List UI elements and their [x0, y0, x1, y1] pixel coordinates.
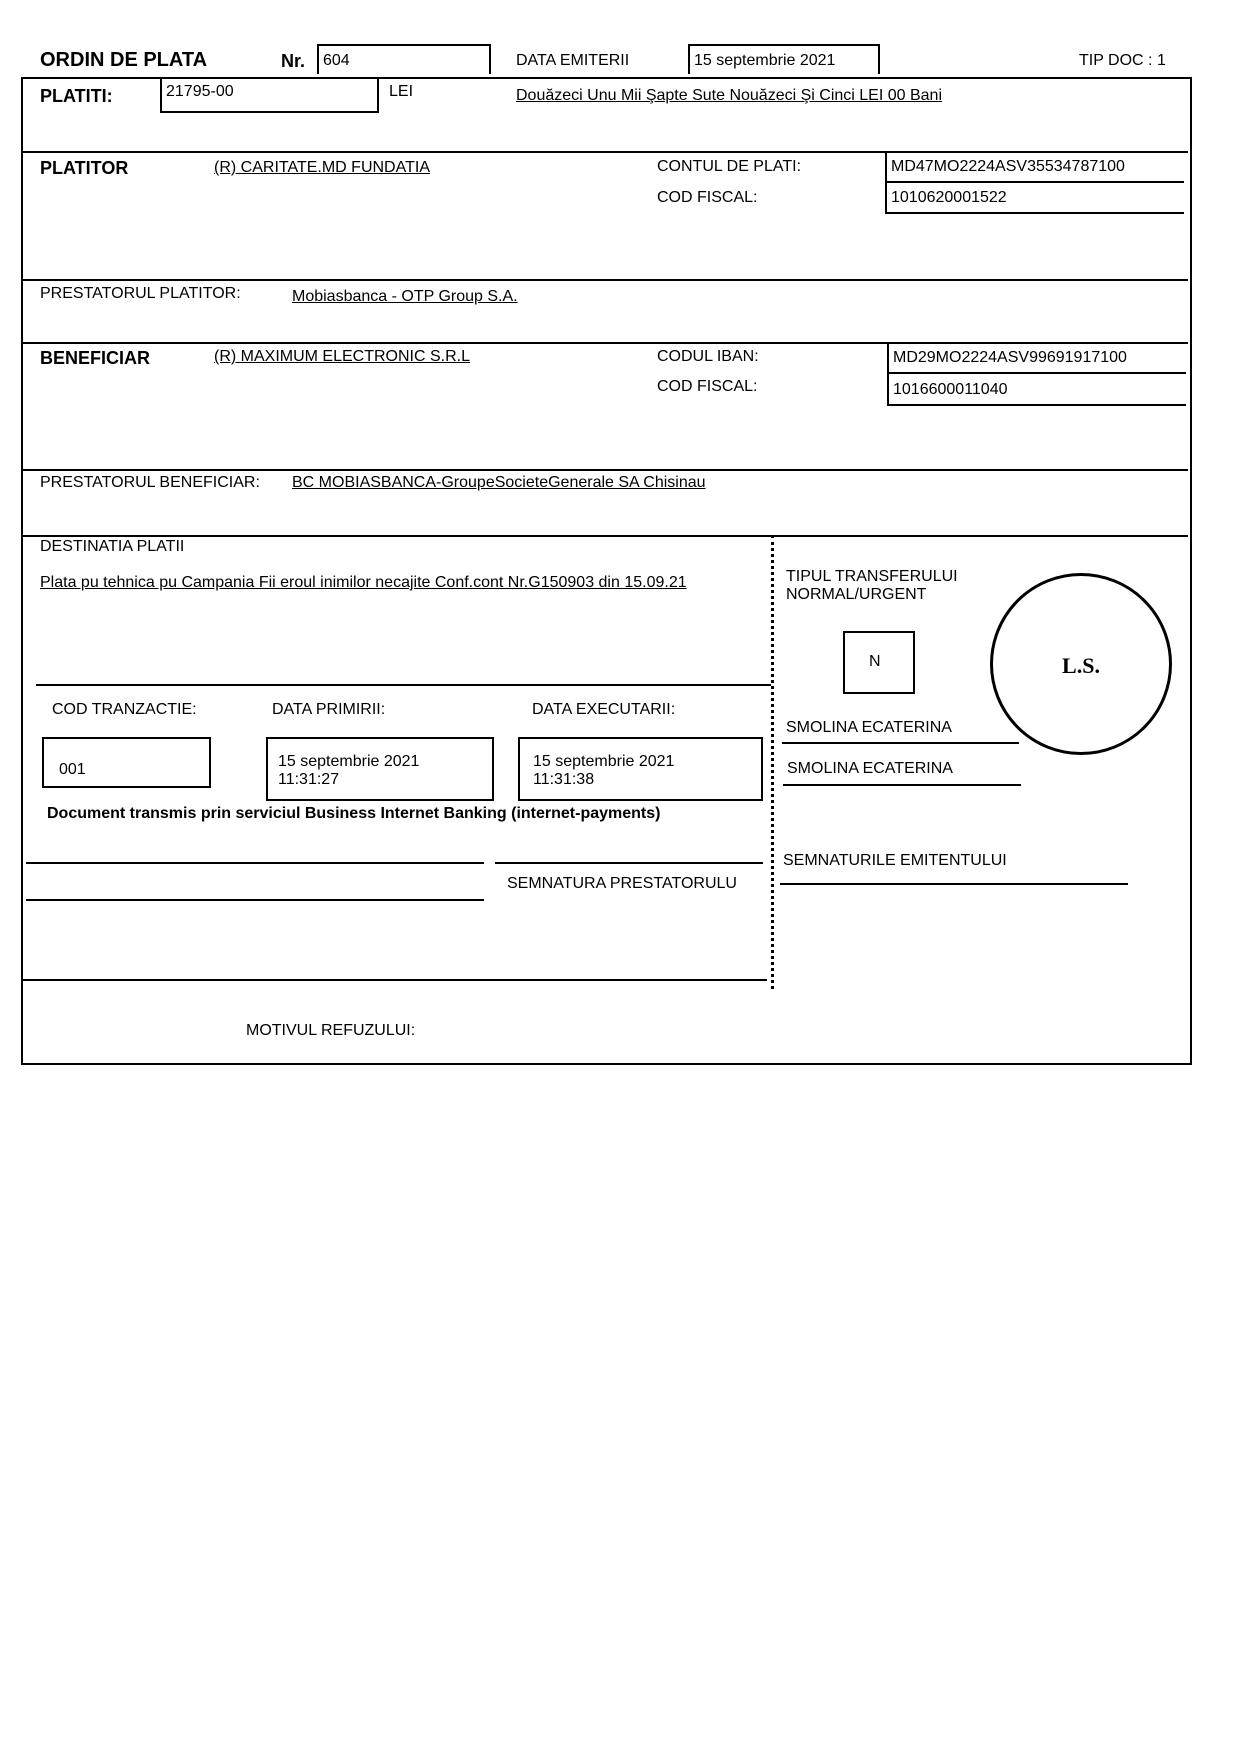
- beneficiary-fiscal-value: 1016600011040: [893, 381, 1008, 398]
- divider-amount: [21, 151, 1188, 153]
- signature-line-1: [26, 862, 484, 864]
- transaction-code-label: COD TRANZACTIE:: [52, 701, 197, 718]
- issue-date-label: DATA EMITERII: [516, 52, 630, 69]
- divider-payer-provider: [21, 342, 1188, 344]
- issuer-signatures-label: SEMNATURILE EMITENTULUI: [783, 852, 1007, 869]
- amount-value: 21795-00: [166, 83, 234, 100]
- payer-fiscal-value: 1010620001522: [891, 189, 1007, 206]
- signature-line-3: [26, 899, 484, 901]
- payer-fiscal-label: COD FISCAL:: [657, 189, 758, 206]
- executed-date-value: 15 septembrie 2021: [533, 753, 675, 770]
- divider-refusal: [21, 979, 767, 981]
- amount-label: PLATITI:: [40, 86, 113, 106]
- number-box: [317, 44, 491, 74]
- beneficiary-provider-label: PRESTATORUL BENEFICIAR:: [40, 474, 260, 491]
- transfer-type-label-line1: TIPUL TRANSFERULUI: [786, 568, 958, 585]
- executed-time-value: 11:31:38: [533, 771, 595, 788]
- beneficiary-label: BENEFICIAR: [40, 348, 151, 368]
- divider-payer: [21, 279, 1188, 281]
- payer-provider-value: Mobiasbanca - OTP Group S.A.: [292, 288, 518, 305]
- transaction-code-value: 001: [59, 761, 86, 778]
- transaction-code-box: [42, 737, 211, 788]
- stamp-text: L.S.: [1062, 653, 1100, 678]
- provider-signature-label: SEMNATURA PRESTATORULU: [507, 875, 737, 892]
- payer-values-bottom: [885, 212, 1184, 214]
- beneficiary-fiscal-label: COD FISCAL:: [657, 378, 758, 395]
- form-frame: [21, 77, 1192, 1065]
- number-value: 604: [323, 52, 350, 69]
- transfer-type-value: N: [869, 653, 881, 670]
- refusal-reason-label: MOTIVUL REFUZULUI:: [246, 1022, 416, 1039]
- issue-date-value: 15 septembrie 2021: [694, 52, 836, 69]
- signatory-first: SMOLINA ECATERINA: [786, 719, 952, 736]
- received-date-label: DATA PRIMIRII:: [272, 701, 386, 718]
- beneficiary-provider-value: BC MOBIASBANCA-GroupeSocieteGenerale SA Chisinau: [292, 474, 706, 491]
- destination-label: DESTINATIA PLATII: [40, 538, 185, 555]
- payer-values-divider: [885, 181, 1184, 183]
- doc-type: TIP DOC : 1: [1079, 52, 1166, 69]
- signature-line-2: [495, 862, 763, 864]
- dotted-divider: [771, 535, 774, 989]
- received-date-box: [266, 737, 494, 801]
- payer-name: (R) CARITATE.MD FUNDATIA: [214, 159, 430, 176]
- number-label: Nr.: [281, 51, 306, 71]
- issue-date-box: [688, 44, 880, 74]
- received-date-value: 15 septembrie 2021: [278, 753, 420, 770]
- received-time-value: 11:31:27: [278, 771, 340, 788]
- divider-beneficiary-provider: [21, 535, 1188, 537]
- divider-destination: [36, 684, 771, 686]
- issuer-signature-line: [780, 883, 1128, 885]
- beneficiary-values-left-border: [887, 342, 889, 406]
- payer-label: PLATITOR: [40, 158, 129, 178]
- document-title: ORDIN DE PLATA: [40, 49, 208, 71]
- beneficiary-values-bottom: [887, 404, 1186, 406]
- beneficiary-iban-value: MD29MO2224ASV99691917100: [893, 349, 1127, 366]
- transmission-notice: Document transmis prin serviciul Business Internet Banking (internet-payments): [47, 805, 661, 822]
- beneficiary-iban-label: CODUL IBAN:: [657, 348, 759, 365]
- signatory-first-line: [782, 742, 1019, 744]
- stamp-circle: [990, 573, 1172, 755]
- amount-box: [160, 77, 379, 113]
- payer-account-value: MD47MO2224ASV35534787100: [891, 158, 1125, 175]
- amount-in-words: Douăzeci Unu Mii Şapte Sute Nouăzeci Şi Cinci LEI 00 Bani: [516, 87, 942, 104]
- beneficiary-name: (R) MAXIMUM ELECTRONIC S.R.L: [214, 348, 471, 365]
- signatory-second-line: [783, 784, 1021, 786]
- currency: LEI: [389, 83, 414, 100]
- payer-account-label: CONTUL DE PLATI:: [657, 158, 802, 175]
- payer-provider-label: PRESTATORUL PLATITOR:: [40, 285, 241, 302]
- beneficiary-values-divider: [887, 372, 1186, 374]
- divider-beneficiary: [21, 469, 1188, 471]
- executed-date-label: DATA EXECUTARII:: [532, 701, 676, 718]
- executed-date-box: [518, 737, 763, 801]
- transfer-type-box: [843, 631, 915, 694]
- signatory-second: SMOLINA ECATERINA: [787, 760, 953, 777]
- transfer-type-label-line2: NORMAL/URGENT: [786, 586, 927, 603]
- destination-value: Plata pu tehnica pu Campania Fii eroul inimilor necajite Conf.cont Nr.G150903 din 15.09.21: [40, 574, 687, 591]
